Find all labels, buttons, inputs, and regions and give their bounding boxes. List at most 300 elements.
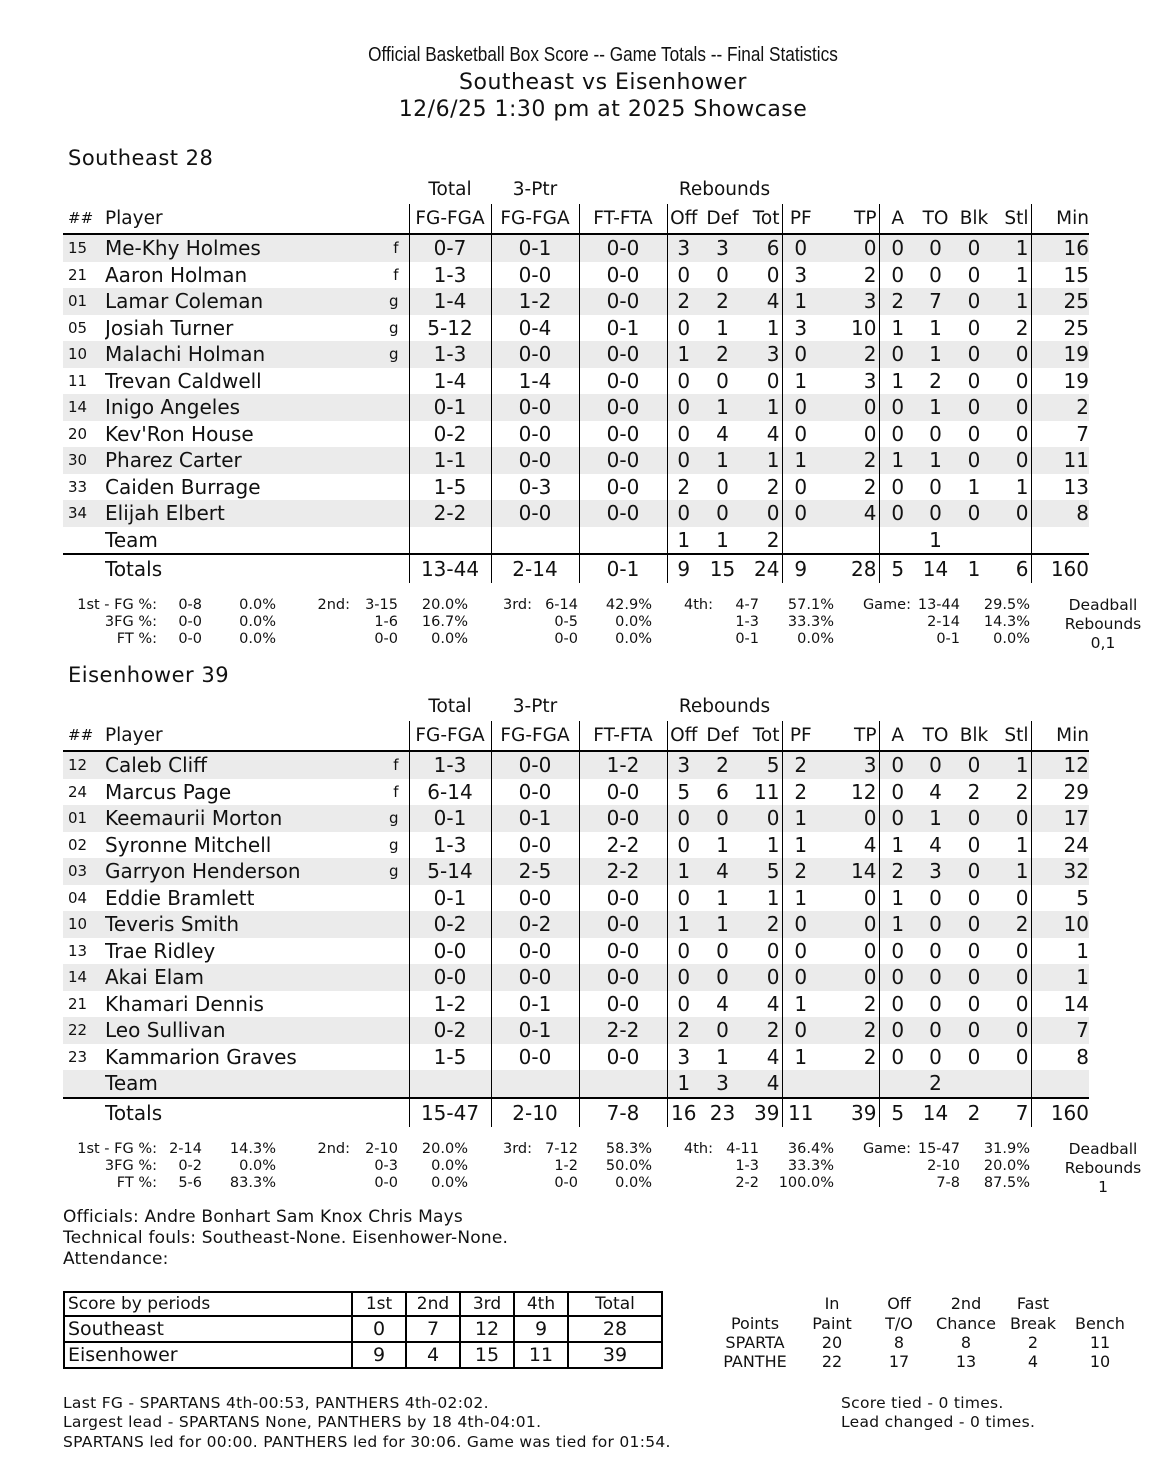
total-a: 5	[879, 1098, 916, 1127]
stat-ft: 0-0	[579, 1044, 667, 1071]
q1-fg-pct: 14.3%	[229, 1141, 276, 1157]
total-blk: 2	[955, 1098, 993, 1127]
stat-blk: 0	[955, 1017, 993, 1044]
stat-min: 17	[1031, 805, 1089, 832]
q1-3fg-pct: 0.0%	[239, 1158, 276, 1174]
special-col-label: T/O	[885, 1314, 913, 1333]
stat-off: 0	[677, 421, 691, 446]
q4-fg: 4-11	[726, 1141, 759, 1157]
quarter-label-q4: 4th:	[684, 1141, 713, 1157]
stat-def: 2	[700, 341, 745, 368]
period-header: 2nd	[406, 1292, 460, 1316]
player-number: 22	[63, 1017, 105, 1044]
special-col-label: Points	[730, 1314, 780, 1333]
player-position	[355, 911, 409, 938]
totals-row	[63, 1098, 1089, 1127]
blank-cell	[1031, 176, 1089, 204]
header-player: Player	[105, 721, 355, 751]
stat-to: 0	[916, 751, 955, 779]
blank-cell	[955, 527, 993, 555]
q2-3fg-pct: 16.7%	[421, 614, 468, 630]
stat-blk: 0	[955, 288, 993, 315]
quarter-label-q3: 3rd:	[502, 597, 532, 613]
total-min: 160	[1031, 554, 1089, 583]
total-tot: 39	[745, 1098, 782, 1127]
stat-tp: 12	[819, 779, 879, 806]
stat-off: 2	[667, 1017, 700, 1044]
deadball-dead1: Deadball	[1068, 1140, 1138, 1158]
header-pf: PF	[782, 721, 819, 751]
team-title-visitor: Eisenhower 39	[68, 663, 230, 687]
player-name: Trevan Caldwell	[105, 368, 262, 393]
stat-tp: 2	[819, 1017, 879, 1044]
header-ft: FT-FTA	[579, 204, 667, 234]
stat-def: 1	[700, 394, 745, 421]
stat-def: 3	[700, 234, 745, 262]
header-blk: Blk	[955, 204, 993, 234]
stat-a: 0	[879, 1017, 916, 1044]
stat-fg: 6-14	[409, 779, 491, 806]
stat-pf: 1	[782, 447, 819, 474]
stat-to: 1	[916, 341, 955, 368]
q2-3fg-pct: 0.0%	[431, 1158, 468, 1174]
stat-tot: 0	[745, 964, 782, 991]
q3-fg: 6-14	[545, 597, 578, 613]
stat-ft: 0-0	[579, 341, 667, 368]
stat-fg: 0-2	[409, 1017, 491, 1044]
blank-cell	[819, 1070, 879, 1098]
stat-to: 0	[916, 1017, 955, 1044]
deadball-rebounds	[1053, 596, 1153, 653]
stat-min: 1	[1031, 964, 1089, 991]
stat-def: 1	[716, 832, 729, 857]
period-score: 4	[406, 1342, 460, 1368]
header-fg3: FG-FGA	[491, 204, 579, 234]
stat-min: 8	[1031, 500, 1089, 527]
player-position	[355, 474, 409, 501]
stat-fg3: 0-0	[491, 421, 579, 448]
stat-tp: 2	[819, 474, 879, 501]
stat-min: 10	[1031, 911, 1089, 938]
stat-stl: 0	[993, 964, 1031, 991]
blank-cell	[1031, 693, 1089, 721]
stat-to: 0	[929, 262, 942, 287]
stat-a: 0	[891, 262, 905, 287]
stat-fg3: 0-0	[491, 500, 579, 527]
stat-blk: 0	[955, 447, 993, 474]
stat-fg3: 0-1	[491, 1017, 579, 1044]
stat-stl: 0	[993, 368, 1031, 395]
blank-cell	[955, 1070, 993, 1098]
blank-cell	[879, 1070, 916, 1098]
team-stat-tot: 2	[745, 527, 782, 555]
special-team-name: SPARTA	[725, 1333, 785, 1352]
stat-pf: 2	[794, 779, 808, 804]
quarter-label-q3: 3rd:	[502, 1141, 532, 1157]
blank-cell	[579, 1070, 667, 1098]
blank-cell	[782, 1070, 819, 1098]
stat-ft: 0-0	[579, 394, 667, 421]
stat-pf: 2	[782, 858, 819, 885]
stat-stl: 0	[993, 1044, 1031, 1071]
player-name: Khamari Dennis	[105, 991, 264, 1016]
blank-cell	[993, 1070, 1031, 1098]
special-value: 4	[1027, 1352, 1039, 1371]
blank-cell	[819, 527, 879, 555]
player-number: 01	[63, 805, 105, 832]
stat-fg3: 0-1	[491, 805, 579, 832]
blank-cell	[819, 176, 879, 204]
stat-fg: 0-0	[409, 964, 491, 991]
q4-ft: 0-1	[735, 631, 759, 647]
stat-tot: 0	[745, 262, 782, 289]
label-3fg: 3FG %:	[104, 614, 157, 630]
period-score: 7	[406, 1316, 460, 1342]
header-fg: FG-FGA	[409, 204, 491, 234]
stat-def: 4	[716, 421, 729, 446]
period-score: 15	[460, 1342, 514, 1368]
stat-tot: 1	[745, 885, 782, 912]
quarter-shooting-eisenhower	[0, 1141, 1160, 1197]
blank-cell	[879, 176, 916, 204]
g-ft-pct: 87.5%	[983, 1175, 1030, 1191]
stat-a: 1	[891, 368, 905, 393]
period-header: 4th	[514, 1292, 568, 1316]
player-number: 14	[63, 394, 105, 421]
blank-cell	[355, 176, 409, 204]
stat-def: 1	[716, 885, 729, 910]
stat-pf: 1	[782, 288, 819, 315]
stat-def: 0	[700, 1017, 745, 1044]
q2-3fg: 1-6	[374, 614, 398, 630]
stat-tot: 0	[745, 500, 782, 527]
q1-3fg-pct: 0.0%	[239, 614, 276, 630]
stat-fg: 1-4	[409, 288, 491, 315]
q1-fg-pct: 0.0%	[239, 597, 276, 613]
stat-to: 1	[916, 805, 955, 832]
stat-pf: 1	[794, 368, 808, 393]
player-position: g	[388, 835, 399, 854]
header-tot: Tot	[745, 721, 782, 751]
stat-stl: 0	[993, 885, 1031, 912]
blank-cell	[955, 693, 993, 721]
special-value: 11	[1089, 1333, 1111, 1352]
stat-tot: 5	[745, 858, 782, 885]
stat-off: 2	[667, 288, 700, 315]
special-col-label-top: Off	[887, 1294, 911, 1313]
stat-stl: 0	[993, 394, 1031, 421]
q3-3fg-pct: 50.0%	[605, 1158, 652, 1174]
stat-to: 0	[916, 911, 955, 938]
stat-a: 0	[879, 341, 916, 368]
player-row	[63, 885, 1089, 912]
stat-a: 1	[879, 911, 916, 938]
stat-a: 0	[879, 751, 916, 779]
q4-3fg-pct: 33.3%	[787, 1158, 834, 1174]
blank-cell	[579, 693, 667, 721]
stat-blk: 0	[955, 911, 993, 938]
totals-row	[63, 554, 1089, 583]
total-fg3: 2-10	[491, 1098, 579, 1127]
special-col-label-top: In	[824, 1294, 840, 1313]
stat-off: 0	[667, 964, 700, 991]
total-tp: 28	[819, 554, 879, 583]
stat-blk: 0	[955, 751, 993, 779]
special-value: 22	[821, 1352, 843, 1371]
stat-def: 0	[716, 938, 729, 963]
total-def: 23	[700, 1098, 745, 1127]
stat-to: 1	[916, 447, 955, 474]
stat-fg3: 1-2	[491, 288, 579, 315]
stat-fg: 1-3	[409, 262, 491, 289]
player-position	[355, 447, 409, 474]
last-fg-note: Last FG - SPARTANS 4th-00:53, PANTHERS 4th-02:02.	[63, 1394, 489, 1412]
stat-min: 24	[1063, 832, 1089, 857]
stat-min: 32	[1031, 858, 1089, 885]
matchup-title: Southeast vs Eisenhower	[459, 70, 747, 95]
team-row-label: Team	[105, 527, 158, 552]
stat-a: 2	[879, 858, 916, 885]
blank-cell	[782, 527, 819, 555]
stat-ft: 0-0	[579, 805, 667, 832]
q3-3fg: 1-2	[554, 1158, 578, 1174]
blank-cell	[993, 527, 1031, 555]
stat-off: 0	[677, 832, 691, 857]
header-to: TO	[916, 204, 955, 234]
special-col-label-top: Fast	[1016, 1294, 1050, 1313]
total-pf: 11	[782, 1098, 819, 1127]
stat-min: 7	[1031, 1017, 1089, 1044]
special-value: 17	[888, 1352, 910, 1371]
blank-cell	[955, 176, 993, 204]
column-header	[63, 204, 1089, 234]
q4-3fg-pct: 33.3%	[787, 614, 834, 630]
player-name: Marcus Page	[105, 779, 232, 804]
stat-fg: 1-3	[409, 832, 491, 859]
blank-cell	[409, 527, 491, 555]
q1-ft-pct: 83.3%	[229, 1175, 276, 1191]
stat-ft: 0-0	[579, 474, 667, 501]
player-name: Teveris Smith	[105, 911, 355, 938]
stat-blk: 0	[955, 964, 993, 991]
quarter-label-q2: 2nd:	[317, 597, 350, 613]
blank-cell	[105, 693, 355, 721]
quarter-label-g: Game:	[862, 597, 911, 613]
total-fg: 13-44	[409, 554, 491, 583]
stat-tp: 0	[819, 234, 879, 262]
player-name: Elijah Elbert	[105, 500, 355, 527]
stat-pf: 1	[794, 991, 808, 1016]
player-row	[63, 315, 1089, 342]
stat-fg: 0-0	[409, 938, 491, 965]
totals-label: Totals	[105, 1098, 355, 1127]
periods-header	[64, 1292, 662, 1316]
team-stat-to: 1	[929, 527, 942, 552]
blank-cell	[63, 693, 105, 721]
team-stat-off: 1	[667, 1070, 700, 1098]
stat-a: 1	[891, 832, 905, 857]
team-stat-off: 1	[677, 527, 691, 552]
blank-cell	[579, 527, 667, 555]
stat-a: 0	[879, 964, 916, 991]
blank-cell	[63, 554, 105, 583]
stat-a: 0	[891, 421, 905, 446]
player-position	[355, 394, 409, 421]
header-player: Player	[105, 204, 355, 234]
player-row	[63, 832, 1089, 859]
stat-ft: 0-0	[579, 991, 667, 1018]
team-stat-def: 1	[716, 527, 729, 552]
stat-a: 0	[891, 474, 905, 499]
special-col-label: Paint	[812, 1314, 852, 1333]
game-date-venue: 12/6/25 1:30 pm at 2025 Showcase	[398, 97, 808, 122]
stat-off: 0	[667, 447, 700, 474]
label-3fg: 3FG %:	[104, 1158, 157, 1174]
stat-tp: 0	[819, 885, 879, 912]
box-score-table-southeast	[63, 176, 1089, 583]
header-number: ##	[63, 721, 105, 751]
stat-fg: 1-4	[409, 368, 491, 395]
q2-ft-pct: 0.0%	[431, 631, 468, 647]
stat-def: 0	[700, 964, 745, 991]
stat-tot: 1	[745, 394, 782, 421]
stat-to: 0	[916, 500, 955, 527]
stat-fg3: 0-2	[491, 911, 579, 938]
header-min: Min	[1031, 204, 1089, 234]
stat-tot: 1	[745, 315, 782, 342]
deadball-dead2: Rebounds	[1064, 615, 1142, 633]
stat-tp: 2	[819, 341, 879, 368]
q4-ft: 2-2	[735, 1175, 759, 1191]
stat-tot: 6	[745, 234, 782, 262]
officials: Officials: Andre Bonhart Sam Knox Chris Mays	[63, 1207, 463, 1227]
stat-blk: 1	[967, 474, 981, 499]
largest-lead-note: Largest lead - SPARTANS None, PANTHERS by 18 4th-04:01.	[63, 1413, 542, 1431]
stat-to: 1	[929, 315, 942, 340]
stat-min: 25	[1063, 315, 1089, 340]
player-row	[63, 341, 1089, 368]
team-stat-tot: 4	[745, 1070, 782, 1098]
stat-def: 0	[700, 500, 745, 527]
stat-tot: 1	[745, 832, 782, 859]
label-ft: FT %:	[116, 1175, 157, 1191]
q4-ft-pct: 100.0%	[778, 1175, 834, 1191]
special-value: 8	[893, 1333, 905, 1352]
player-position	[355, 421, 409, 448]
label-ft: FT %:	[116, 631, 157, 647]
player-position: g	[355, 858, 409, 885]
deadball-dead2: Rebounds	[1064, 1159, 1142, 1177]
stat-blk: 0	[967, 938, 981, 963]
totals-label: Totals	[105, 554, 355, 583]
quarter-label-q4: 4th:	[684, 597, 713, 613]
stat-tp: 3	[819, 368, 879, 395]
stat-pf: 0	[782, 500, 819, 527]
player-number: 11	[68, 371, 88, 390]
player-name: Keemaurii Morton	[105, 805, 355, 832]
header-stl: Stl	[993, 721, 1031, 751]
stat-fg: 0-1	[409, 885, 491, 912]
stat-off: 1	[667, 858, 700, 885]
stat-tp: 3	[819, 288, 879, 315]
stat-pf: 1	[794, 1044, 808, 1069]
header-blk: Blk	[955, 721, 993, 751]
stat-fg3: 0-0	[491, 832, 579, 859]
stat-fg3: 0-0	[491, 447, 579, 474]
g-fg-pct: 31.9%	[983, 1141, 1030, 1157]
player-row	[63, 421, 1089, 448]
stat-off: 0	[677, 885, 691, 910]
stat-min: 1	[1076, 938, 1089, 963]
player-name: Trae Ridley	[105, 938, 216, 963]
header-pf: PF	[782, 204, 819, 234]
stat-def: 2	[700, 288, 745, 315]
stat-tot: 4	[745, 421, 782, 448]
header-to: TO	[916, 721, 955, 751]
player-name: Eddie Bramlett	[105, 885, 255, 910]
period-score: 9	[514, 1316, 568, 1342]
blank-cell	[105, 176, 355, 204]
player-number: 10	[63, 911, 105, 938]
q3-3fg-pct: 0.0%	[615, 614, 652, 630]
q2-fg-pct: 20.0%	[421, 1141, 468, 1157]
player-row	[63, 858, 1089, 885]
stat-ft: 2-2	[579, 1017, 667, 1044]
stat-stl: 2	[993, 911, 1031, 938]
period-score: 0	[352, 1316, 406, 1342]
stat-def: 0	[716, 262, 729, 287]
stat-stl: 2	[993, 779, 1031, 806]
blank-cell	[355, 721, 409, 751]
g-3fg-pct: 20.0%	[983, 1158, 1030, 1174]
player-position: g	[355, 288, 409, 315]
stat-stl: 0	[993, 447, 1031, 474]
stat-a: 1	[891, 315, 905, 340]
player-position	[355, 885, 409, 912]
periods-row	[64, 1316, 662, 1342]
stat-stl: 1	[993, 288, 1031, 315]
deadball-dead3: 0,1	[1090, 634, 1116, 652]
player-row	[63, 991, 1089, 1018]
stat-off: 0	[667, 805, 700, 832]
stat-blk: 0	[967, 832, 981, 857]
stat-ft: 0-0	[579, 500, 667, 527]
total-tot: 24	[745, 554, 782, 583]
stat-off: 0	[677, 938, 691, 963]
player-number: 12	[63, 751, 105, 779]
stat-stl: 1	[993, 262, 1031, 289]
period-header: 1st	[352, 1292, 406, 1316]
stat-to: 0	[929, 991, 942, 1016]
group-header-rebounds: Rebounds	[678, 696, 771, 717]
stat-stl: 0	[993, 421, 1031, 448]
stat-tp: 2	[819, 1044, 879, 1071]
q3-ft-pct: 0.0%	[615, 631, 652, 647]
blank-cell	[63, 176, 105, 204]
stat-ft: 0-0	[579, 447, 667, 474]
total-fg: 15-47	[409, 1098, 491, 1127]
special-value: 10	[1089, 1352, 1111, 1371]
stat-ft: 0-0	[579, 288, 667, 315]
group-header-total: Total	[428, 179, 472, 200]
special-value: 13	[955, 1352, 977, 1371]
player-number: 03	[63, 858, 105, 885]
stat-a: 0	[879, 394, 916, 421]
stat-fg: 5-12	[409, 315, 491, 342]
box-score-table-eisenhower	[63, 693, 1089, 1127]
blank-cell	[916, 693, 955, 721]
stat-off: 3	[667, 751, 700, 779]
